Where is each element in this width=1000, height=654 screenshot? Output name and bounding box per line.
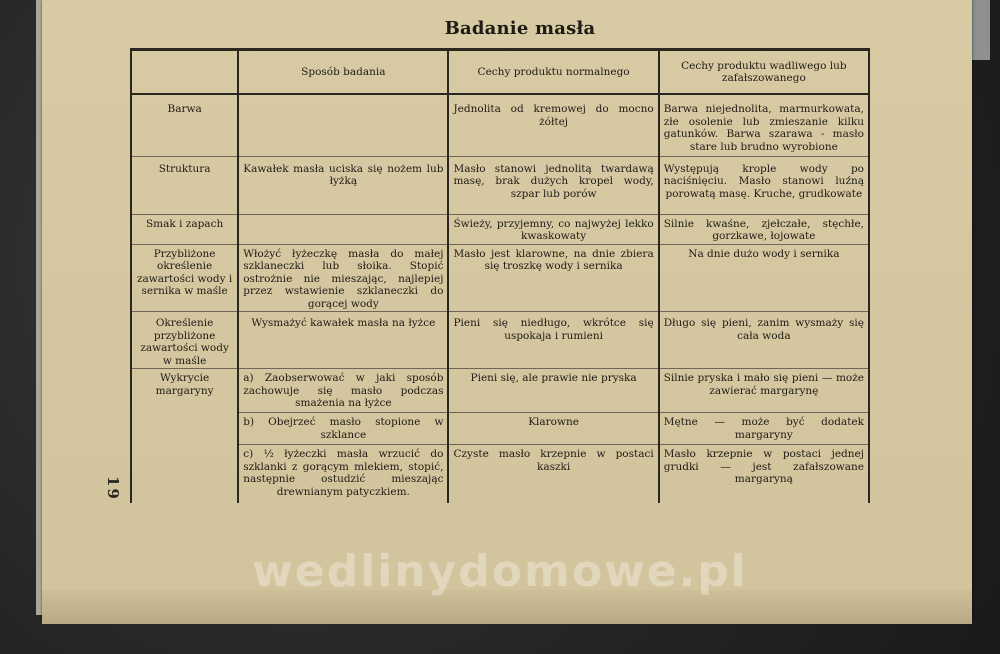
watermark: wedlinydomowe.pl [252,546,748,597]
row-method [238,94,448,156]
row-faulty: Silnie pryska i mało się pieni — może zawierać margarynę [659,369,869,413]
row-normal: Świeży, przyjemny, co najwyżej lekko kwaskowaty [448,214,658,244]
row-normal: Czyste masło krzepnie w postaci kaszki [448,445,658,503]
row-method: Wysmażyć kawałek masła na łyżce [238,312,448,369]
row-method: a) Zaobserwować w jaki sposób zachowuje się masło podczas smażenia na łyżce [238,369,448,413]
row-category: Przybliżone określenie zawartości wody i sernika w maśle [131,244,238,312]
row-method: c) ½ łyżeczki masła wrzucić do szklanki z gorącym mlekiem, stopić, następnie ostudzić mieszając drewnianym patyczkiem. [238,445,448,503]
row-faulty: Silnie kwaśne, zjełczałe, stęchłe, gorzkawe, łojowate [659,214,869,244]
table-row [131,156,869,214]
row-faulty: Występują krople wody po naciśnięciu. Masło stanowi luźną porowatą masę. Kruche, grudkowate [659,156,869,214]
row-faulty: Barwa niejednolita, marmurkowata, złe osolenie lub zmieszanie kilku gatunków. Barwa szarawa - masło stare lub brudno wyrobione [659,94,869,156]
table-row [131,445,869,503]
row-category: Określenie przybliżone zawartości wody w maśle [131,312,238,369]
header-category [131,50,238,95]
row-normal: Klarowne [448,413,658,445]
row-normal: Jednolita od kremowej do mocno żółtej [448,94,658,156]
row-category: Smak i zapach [131,214,238,244]
row-category: Wykrycie margaryny [131,369,238,413]
header-faulty: Cechy produktu wadliwego lub zafałszowanego [659,50,869,95]
row-normal: Masło stanowi jednolitą twardawą masę, brak dużych kropel wody, szpar lub porów [448,156,658,214]
row-category: Barwa [131,94,238,156]
table-header-row [131,50,869,95]
page-number: 19 [104,476,122,501]
table-row [131,413,869,445]
page-title: Badanie masła [444,18,596,39]
table-row [131,369,869,413]
row-method: b) Obejrzeć masło stopione w szklance [238,413,448,445]
butter-testing-table [130,48,870,503]
row-method: Kawałek masła uciska się nożem lub łyżką [238,156,448,214]
row-normal: Masło jest klarowne, na dnie zbiera się troszkę wody i sernika [448,244,658,312]
row-category [131,413,238,445]
row-faulty: Na dnie dużo wody i sernika [659,244,869,312]
row-category: Struktura [131,156,238,214]
header-normal: Cechy produktu normalnego [448,50,658,95]
row-normal: Pieni się, ale prawie nie pryska [448,369,658,413]
row-category [131,445,238,503]
row-faulty: Długo się pieni, zanim wysmaży się cała woda [659,312,869,369]
table-row [131,94,869,156]
table-row [131,244,869,312]
table-row [131,214,869,244]
row-method [238,214,448,244]
row-faulty: Masło krzepnie w postaci jednej grudki — jest zafałszowane margaryną [659,445,869,503]
row-faulty: Mętne — może być dodatek margaryny [659,413,869,445]
row-method: Włożyć łyżeczkę masła do małej szklaneczki lub słoika. Stopić ostrożnie nie mieszając, najlepiej przez wstawienie szklaneczki do gorącej wody [238,244,448,312]
table-row [131,312,869,369]
header-method: Sposób badania [238,50,448,95]
row-normal: Pieni się niedługo, wkrótce się uspokaja i rumieni [448,312,658,369]
